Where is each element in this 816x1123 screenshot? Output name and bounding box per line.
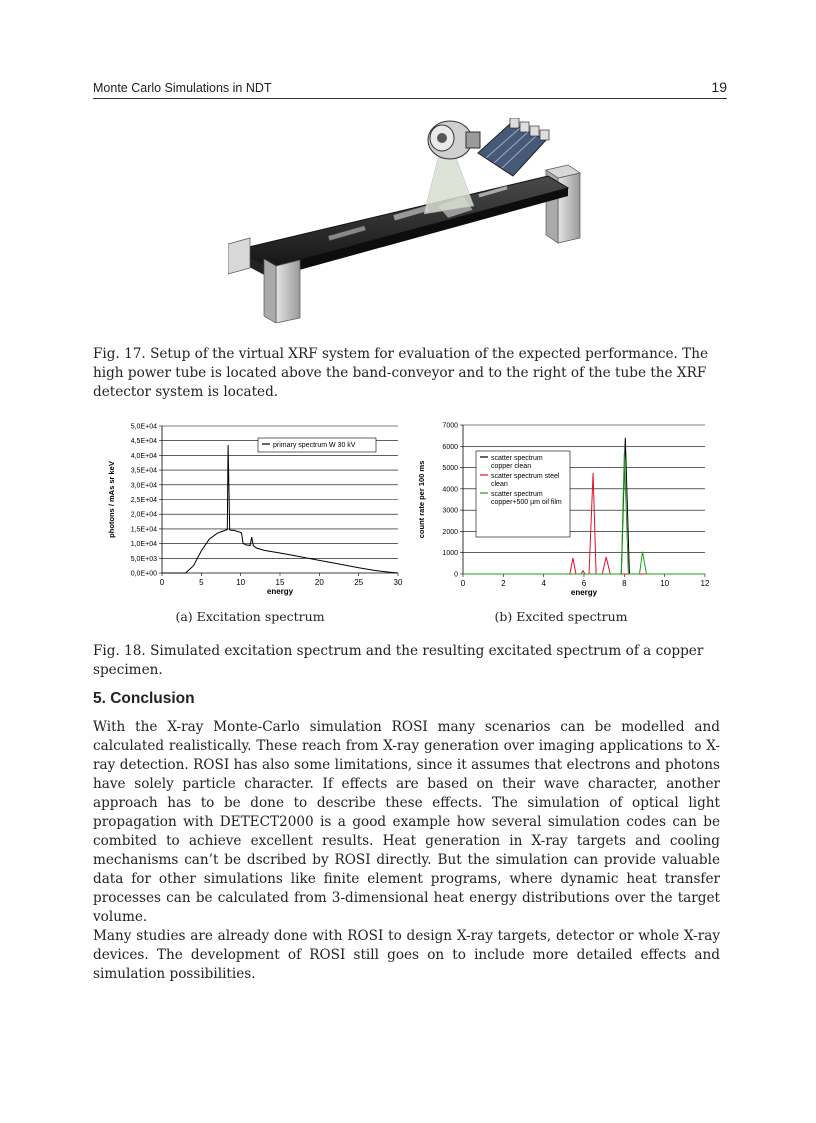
x-axis-label: energy xyxy=(570,588,598,597)
x-tick-label: 4 xyxy=(541,579,546,588)
y-axis-label: photons / mAs sr keV xyxy=(107,461,116,538)
x-tick-label: 12 xyxy=(700,579,710,588)
y-tick-label: 0,0E+00 xyxy=(130,570,157,578)
running-header xyxy=(93,79,727,99)
xray-beam xyxy=(424,158,474,214)
x-tick-label: 8 xyxy=(622,579,627,588)
page-number: 19 xyxy=(711,79,727,95)
y-tick-label: 7000 xyxy=(442,422,458,430)
y-axis-label: count rate per 100 ms xyxy=(417,460,426,539)
xrf-system-illustration xyxy=(228,118,598,323)
legend-label: scatter spectrum copper+500 µm oil film xyxy=(491,491,562,506)
y-tick-label: 2000 xyxy=(442,528,458,536)
y-tick-label: 3000 xyxy=(442,507,458,515)
y-tick-label: 5,0E+03 xyxy=(130,555,157,563)
y-tick-label: 3,5E+04 xyxy=(130,467,157,475)
fig18-caption: Fig. 18. Simulated excitation spectrum and the resulting excitated spectrum of a copper specimen. xyxy=(93,643,704,678)
y-tick-label: 4,5E+04 xyxy=(130,438,157,446)
x-axis-label: energy xyxy=(266,587,294,596)
x-tick-label: 15 xyxy=(275,578,285,587)
xrf-detector-array xyxy=(478,118,549,176)
conveyor-leg-right xyxy=(546,165,580,243)
xray-tube xyxy=(428,121,480,159)
x-tick-label: 10 xyxy=(236,578,246,587)
y-tick-label: 5000 xyxy=(442,465,458,473)
y-tick-label: 4,0E+04 xyxy=(130,452,157,460)
conclusion-body xyxy=(93,718,720,984)
y-tick-label: 2,0E+04 xyxy=(130,511,157,519)
x-tick-label: 20 xyxy=(314,578,324,587)
x-tick-label: 0 xyxy=(159,578,165,587)
y-tick-label: 1000 xyxy=(442,550,458,558)
conveyor-belt xyxy=(236,176,568,268)
y-tick-label: 0 xyxy=(454,571,458,579)
subcaption-a: (a) Excitation spectrum xyxy=(175,609,325,624)
x-tick-label: 0 xyxy=(460,579,466,588)
paragraph: Many studies are already done with ROSI to design X-ray targets, detector or whole X-ray devices. The development of ROSI still goes on to include more detailed effects and simulation possibilities. xyxy=(93,928,720,982)
x-tick-label: 5 xyxy=(199,578,204,587)
x-tick-label: 25 xyxy=(354,578,364,587)
excitation-spectrum-chart xyxy=(100,418,410,606)
y-tick-label: 6000 xyxy=(442,443,458,451)
y-tick-label: 1,0E+04 xyxy=(130,541,157,549)
x-tick-label: 6 xyxy=(581,579,587,588)
x-tick-label: 10 xyxy=(660,579,670,588)
section-heading: 5. Conclusion xyxy=(93,690,195,707)
excited-spectrum-chart xyxy=(410,418,716,606)
y-tick-label: 1,5E+04 xyxy=(130,526,157,534)
header-title: Monte Carlo Simulations in NDT xyxy=(93,81,272,95)
legend-label: primary spectrum W 30 kV xyxy=(273,442,356,449)
x-tick-label: 2 xyxy=(501,579,506,588)
paragraph: With the X-ray Monte-Carlo simulation ROSI many scenarios can be modelled and calculated realistically. These reach from X-ray generation over imaging applications to X-ray detection. ROSI has also some limitations, since it assumes that electrons and photons have solely particle character. If effects are based on their wave character, another approach has to be done to describe these effects. The simulation of optical light propagation with DETECT2000 is a good example how several simulation codes can be combited to achieve excellent results. Heat generation in X-ray targets and cooling mechanisms can’t be dscribed by ROSI directly. But the simulation can provide valuable data for other simulations like finite element programs, where dynamic heat transfer processes can be calculated from 3-dimensional heat energy distributions over the target volume. xyxy=(93,719,720,925)
x-tick-label: 30 xyxy=(393,578,403,587)
y-tick-label: 3,0E+04 xyxy=(130,482,157,490)
series-line-0 xyxy=(162,445,398,573)
y-tick-label: 4000 xyxy=(442,486,458,494)
subcaption-b: (b) Excited spectrum xyxy=(494,609,628,624)
fig17-caption: Fig. 17. Setup of the virtual XRF system for evaluation of the expected performance. The high power tube is located above the band-conveyor and to the right of the tube the XRF detector system is located. xyxy=(93,346,709,400)
legend-label: scatter spectrum steel clean xyxy=(491,473,560,488)
legend-label: scatter spectrum copper clean xyxy=(491,455,543,470)
y-tick-label: 5,0E+04 xyxy=(130,423,157,431)
y-tick-label: 2,5E+04 xyxy=(130,497,157,504)
